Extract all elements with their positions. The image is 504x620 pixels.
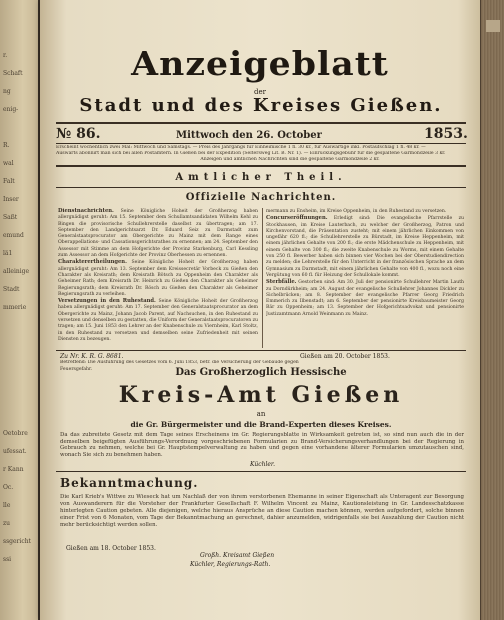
issue-number: № 86. xyxy=(56,126,101,142)
adjacent-page-fragment: Schaft xyxy=(3,70,23,77)
bekanntmachung-date: Gießen am 18. October 1853. xyxy=(66,545,156,552)
adjacent-page-fragment: Oetobre xyxy=(3,430,28,437)
news-item-text: mermann zu Ensheim, im Kreise Oppenheim, in den Ruhestand zu versetzen. xyxy=(266,209,447,214)
adjacent-page-fragment: alleinige xyxy=(3,268,30,275)
news-item-heading: Dienstnachrichten. xyxy=(58,208,114,214)
bekanntmachung-signature-2: Küchler, Regierungs-Rath. xyxy=(190,561,271,568)
subscription-info-2: Auswärts abonnirt man sich bei allen Postämtern. In Gießen bei der Expedition (Seltersweg Lit. B. Nr. 1). — Einrückungsgebühr für die gespaltene Garmondzeile 3 kr. xyxy=(56,151,446,156)
news-item xyxy=(58,298,258,343)
masthead-der: der xyxy=(254,88,266,96)
subscription-info-1: Erscheint wöchentlich zwei Mal: Mittwoch und Samstags. — Preis des Jahrgangs für Einheimische 1 fl. 30 kr., für Auswärtige inkl. Postaufschlag 1 fl. 48 kr. — xyxy=(56,145,426,150)
page-tab xyxy=(486,20,500,32)
news-item xyxy=(58,208,258,259)
news-item xyxy=(266,215,464,279)
notice-date: Gießen am 20. October 1853. xyxy=(300,353,390,360)
bekanntmachung-text: Die Karl Krieb's Wittwe zu Wieseck hat um Nachlaß der von ihrem verstorbenen Ehemanne in seiner Eigenschaft als Unteragent zur Besorgung von Auswanderern für die Vorsteher der Frankfurter Gesellschaft F. Wilhelm Vincent zu Mainz, Kautionsleistung in Gr. Landesschatzkasse hinterlegten Caution gebeten. Alle diejenigen, welche hieraus Ansprüche an diese Caution machen können, werden aufgefordert, solche binnen einer Frist von 6 Monaten, vom Tage der Bekanntmachung an gerechnet, dahier anzumelden, widrigenfalls sie bei Auszahlung der Caution nicht mehr berücksichtigt werden sollen. xyxy=(60,494,464,528)
kreis-body xyxy=(60,432,464,458)
adjacent-page-fragment: Falt xyxy=(3,178,15,185)
issue-date: Mittwoch den 26. October xyxy=(176,130,322,141)
adjacent-page-fragment: emund xyxy=(3,232,24,239)
news-item-heading: Versetzungen in den Ruhestand. xyxy=(58,298,156,305)
news-item-text: Seine Königliche Hoheit der Großherzog haben allergnädigst geruht: Am 15. September dem Schullamtsandidaten Wilhelm Kehl zu Bingen die provisorische Schullehrerstelle daselbst zu übertragen; am 17. September den Landgerichtsarzt Dr. Eduard Seiz zu Darmstadt zum Generalstaatsprocurator am Obergerichte zu Mainz mit dem Range eines Oberappellations- und Cassationsgerichtsrathes zu ernennen; am 24. September den Assessor mit Stimme an dem Hofgerichte der Provinz Starkenburg, Carl Kessling zum Assessor an dem Hofgerichte der Provinz Oberhessen zu ernennen. xyxy=(58,209,258,259)
notice-reference: Zu Nr. K. R. G. 8681. xyxy=(60,353,124,360)
kreis-an: an xyxy=(256,410,266,418)
adjacent-page-fragment: lle xyxy=(3,502,11,509)
adjacent-page-fragment: wal xyxy=(3,160,14,167)
adjacent-page-fragment: r Kann xyxy=(3,466,24,473)
adjacent-page-fragment: Saßt xyxy=(3,214,18,221)
kreis-heading-1: Das Großherzoglich Hessische xyxy=(175,367,347,378)
subsection-title: Offizielle Nachrichten. xyxy=(185,192,337,203)
column-divider xyxy=(262,208,263,348)
adjacent-page-fragment: ufessat. xyxy=(3,448,27,455)
adjacent-page-fragment: lä1 xyxy=(3,250,13,257)
adjacent-page-fragment: R. xyxy=(3,142,10,149)
adjacent-page-fragment: zu xyxy=(3,520,11,527)
news-item-text: Seine Königliche Hoheit der Großherzog haben allergnädigst geruht: Am 13. September dem Kreissecretär Vorbeck zu Gießen den Charakter als Kreisrath; dem Kreisrath Bötsch zu Oppenheim den Charakter als Geheimer Rath; dem Kreisrath Dr. Heinrich zu Gießen den Charakter als Geheimer Regierungsrath; dem Kreisrath Dr. Rösch zu Gießen den Charakter als Geheimer Regierungsrath zu verleihen. xyxy=(58,260,258,297)
bekanntmachung-body xyxy=(60,494,464,546)
bekannt-rule xyxy=(56,471,466,472)
news-item xyxy=(58,259,258,298)
issue-year: 1853. xyxy=(424,126,468,142)
adjacent-page-fragment: ng xyxy=(3,88,11,95)
masthead-rule-top xyxy=(56,122,466,124)
adjacent-page-fragment: Oc. xyxy=(3,484,14,491)
news-item-heading: Sterbfälle. xyxy=(266,279,297,286)
bekanntmachung-title: Bekanntmachung. xyxy=(60,476,199,490)
notice-rule xyxy=(56,350,466,351)
section-rule xyxy=(56,187,466,188)
news-item-text: Erledigt sind: Die evangelische Pfarrstelle zu Stockhausen, im Kreise Lauterbach, zu welcher der Großherzog, Patron und Kirchenvorstand, die Präsentation zusteht; mit einem jährlichen Einkommen von ungefähr 620 fl.; die Schullehrerstelle zu Bürstadt, im Kreise Heppenheim, mit einem jährlichen Gehalte von 200 fl.; die erste Mädchenschule zu Heppenheim, mit einem Gehalte von 300 fl.; die zweite Knabenschule zu Worms, mit einem Gehalte von 250 fl. Bewerber haben sich binnen vier Wochen bei der Oberstudiendirection zu melden; die Lehrerstelle für den Unterricht in der französischen Sprache an dem Gymnasium zu Darmstadt, mit einem jährlichen Gehalte von 400 fl., wozu noch eine Vergütung von 60 fl. für Heizung der Schullokale kommt. xyxy=(266,216,464,278)
news-item-heading: Charakterertheilungen. xyxy=(58,259,127,266)
news-item-heading: Concurseröffnungen. xyxy=(266,215,328,222)
masthead-rule-mid xyxy=(56,143,466,144)
adjacent-page-strip xyxy=(0,0,38,620)
adjacent-page-fragment: Stadt xyxy=(3,286,20,293)
book-page-edges xyxy=(480,0,504,620)
kreis-heading-2: Kreis-Amt Gießen xyxy=(118,382,404,408)
adjacent-page-fragment: mmerie xyxy=(3,304,27,311)
adjacent-page-fragment: ssi xyxy=(3,556,12,563)
adjacent-page-fragment: Inser xyxy=(3,196,19,203)
right-column xyxy=(266,208,464,346)
masthead-rule-bottom xyxy=(56,165,466,167)
adjacent-page-fragment: enig- xyxy=(3,106,19,113)
bekanntmachung-signature-1: Großh. Kreisamt Gießen xyxy=(200,552,275,559)
subscription-info-3: Anzeigen und amtlichen Nachrichten sind die gespaltene Garmondzeile 2 kr. xyxy=(200,157,380,162)
news-item-text: Gestorben sind: Am 30. Juli der pensionirte Schullehrer Martin Lauth zu Dorndürkheim; am 24. August der evangelische Schullehrer Johannes Dickler zu Sichelbrücken; am 8. September der evangelische Pfarrer Georg Friedrich Emmerich zu Ilbenstadt; am 6. September der pensionirte Kreisbaumeister Georg Bär zu Oppenheim; am 13. September der Hofgerichtsadvokat und pensionirte Justizamtmann Arnold Weinmann zu Mainz. xyxy=(266,280,464,317)
kreis-body-text: Da das zubreitete Gesetz mit dem Tage seines Erscheinens im Gr. Regierungsblatte in Wirksamkeit getreten ist, so sind nun auch die in der demselben beigefügten Ausführungs-Verordnung vorgeschriebenen Formularien zu Brand-Versicherungsverhandlungen bei der Regierung in Gebrauch zu nehmen, welche bei Gr. Hauptstempelverwaltung zu haben und gegen eine vorhandene älterer Formularien umzutauschen sind, wonach Sie sich zu benehmen haben. xyxy=(60,432,464,458)
notice-subject: Betreffend: Die Ausführung des Gesetzes vom 6. Juni 1853, betr. die Versicherung der Gebäude gegen Feuersgefahr. xyxy=(60,360,299,372)
masthead-subtitle: Stadt und des Kreises Gießen. xyxy=(79,95,443,116)
section-title: Amtlicher Theil. xyxy=(175,172,347,183)
news-item xyxy=(266,279,464,318)
masthead-title: Anzeigeblatt xyxy=(131,44,389,83)
kreis-heading-3: die Gr. Bürgermeister und die Brand-Experten dieses Kreises. xyxy=(130,420,392,429)
left-column xyxy=(58,208,258,346)
adjacent-page-fragment: ssgericht xyxy=(3,538,31,545)
adjacent-page-fragment: r. xyxy=(3,52,8,59)
news-item-text: Seine Königliche Hoheit der Großherzog haben allergnädigst geruht: Am 17. September den Generalstaatsprocurator an dem Obergerichte zu Mainz, Johann Jacob Parent, auf Nachsuchen, in den Ruhestand zu versetzen und denselben zu gestatten, die Uniform der Generalstaatsprocuratoren zu tragen; am 15. Juni 1853 den Lehrer an der Knabenschule zu Viernheim, Karl Stoltz, in den Ruhestand zu versetzen und demselben seine Zufriedenheit mit seinen Diensten zu bezeugen. xyxy=(58,299,258,342)
kreis-signature: Küchler. xyxy=(250,461,276,468)
